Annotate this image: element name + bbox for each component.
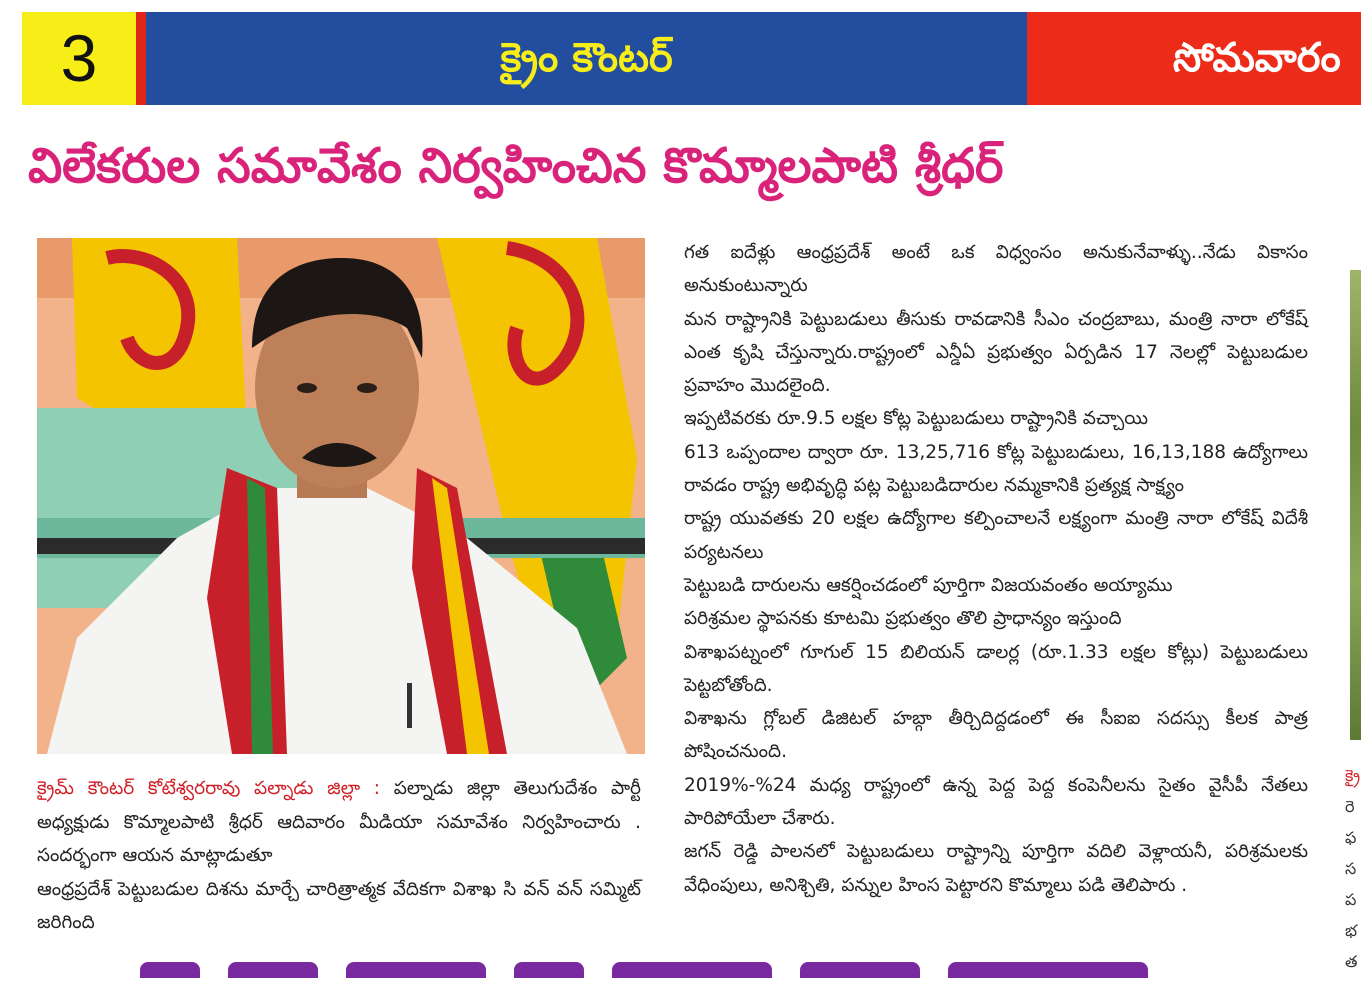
- portrait-illustration: [37, 238, 645, 754]
- next-headline-cutoff: [140, 962, 1290, 978]
- adjacent-fragment: క్రై: [1345, 766, 1361, 785]
- body-paragraph: పరిశ్రమల స్థాపనకు కూటమి ప్రభుత్వం తొలి ప్రాధాన్యం ఇస్తుంది: [684, 608, 1122, 630]
- adjacent-fragment: రె: [1345, 797, 1355, 816]
- body-paragraph: ఇప్పటివరకు రూ.9.5 లక్షల కోట్ల పెట్టుబడులు రాష్ట్రానికి వచ్చాయి: [684, 408, 1149, 430]
- body-paragraph: పెట్టుబడి దారులను ఆకర్షించడంలో పూర్తిగా విజయవంతం అయ్యాము: [684, 574, 1173, 596]
- article-headline: విలేకరుల సమావేశం నిర్వహించిన కొమ్మాలపాటి శ్రీధర్: [28, 138, 1004, 194]
- body-paragraph: 613 ఒప్పందాల ద్వారా రూ. 13,25,716 కోట్ల పెట్టుబడులు, 16,13,188 ఉద్యోగాలు రావడం రాష్ట్ర అభివృద్ధి పట్ల పెట్టుబడిదారుల నమ్మకానికి ప్రత్యక్ష సాక్ష్యం: [684, 441, 1308, 497]
- caption-dateline: క్రైమ్ కౌంటర్ కోటేశ్వరరావు పల్నాడు జిల్లా :: [37, 778, 381, 799]
- body-paragraph: జగన్ రెడ్డి పాలనలో పెట్టుబడులు రాష్ట్రాన్ని పూర్తిగా వదిలి వెళ్లాయనీ, పరిశ్రమలకు వేధింపులు, అనిశ్చితి, పన్నుల హింస పెట్టారని కొమ్మాలు పడి తెలిపారు .: [684, 841, 1308, 896]
- masthead-divider: [136, 12, 146, 105]
- article-photo: [37, 238, 645, 754]
- masthead: [0, 0, 1361, 116]
- adjacent-article-photo: [1350, 270, 1361, 740]
- adjacent-fragment: ప: [1345, 890, 1357, 909]
- adjacent-fragment: భ: [1345, 921, 1358, 940]
- caption-text: పల్నాడు జిల్లా తెలుగుదేశం పార్టీ అధ్యక్షుడు కొమ్మాలపాటి శ్రీధర్ ఆదివారం మీడియా సమావేశం నిర్వహించారు . సందర్భంగా ఆయన మాట్లాడుతూ: [37, 778, 641, 866]
- adjacent-fragment: స: [1345, 859, 1357, 878]
- adjacent-fragment: త: [1345, 952, 1358, 971]
- section-title: క్రైం కౌంటర్: [146, 12, 1027, 105]
- day-label: సోమవారం: [1027, 12, 1361, 105]
- page-number: 3: [22, 12, 136, 105]
- body-paragraph: మన రాష్ట్రానికి పెట్టుబడులు తీసుకు రావడానికి సీఎం చంద్రబాబు, మంత్రి నారా లోకేష్ ఎంత కృషి చేస్తున్నారు.రాష్ట్రంలో ఎన్డీఏ ప్రభుత్వం ఏర్పడిన 17 నెలల్లో పెట్టుబడుల ప్రవాహం మొదలైంది.: [684, 308, 1308, 397]
- caption-text-2: ఆంధ్రప్రదేశ్ పెట్టుబడుల దిశను మార్చే చారిత్రాత్మక వేదికగా విశాఖ సి వన్ వన్ సమ్మిట్ జరిగింది: [37, 878, 641, 933]
- photo-caption: [37, 772, 641, 940]
- body-paragraph: రాష్ట్ర యువతకు 20 లక్షల ఉద్యోగాల కల్పించాలనే లక్ష్యంగా మంత్రి నారా లోకేష్ విదేశీ పర్యటనలు: [684, 508, 1308, 563]
- body-paragraph: విశాఖపట్నంలో గూగుల్ 15 బిలియన్ డాలర్ల (రూ.1.33 లక్షల కోట్లు) పెట్టుబడులు పెట్టబోతోంది.: [684, 641, 1308, 696]
- body-paragraph: విశాఖను గ్లోబల్ డిజిటల్ హబ్గా తీర్చిదిద్దడంలో ఈ సీఐఐ సదస్సు కీలక పాత్ర పోషించనుంది.: [684, 708, 1308, 763]
- body-paragraph: 2019%-%24 మధ్య రాష్ట్రంలో ఉన్న పెద్ద పెద్ద కంపెనీలను సైతం వైసీపీ నేతలు పారిపోయేలా చేశారు.: [684, 774, 1308, 830]
- adjacent-article-text: [1345, 760, 1361, 971]
- column-divider: [660, 236, 661, 936]
- body-paragraph: గత ఐదేళ్లు ఆంధ్రప్రదేశ్ అంటే ఒక విధ్వంసం అనుకునేవాళ్ళు..నేడు వికాసం అనుకుంటున్నారు: [684, 242, 1308, 297]
- article-body: [684, 236, 1308, 902]
- adjacent-fragment: ఫ: [1345, 828, 1357, 847]
